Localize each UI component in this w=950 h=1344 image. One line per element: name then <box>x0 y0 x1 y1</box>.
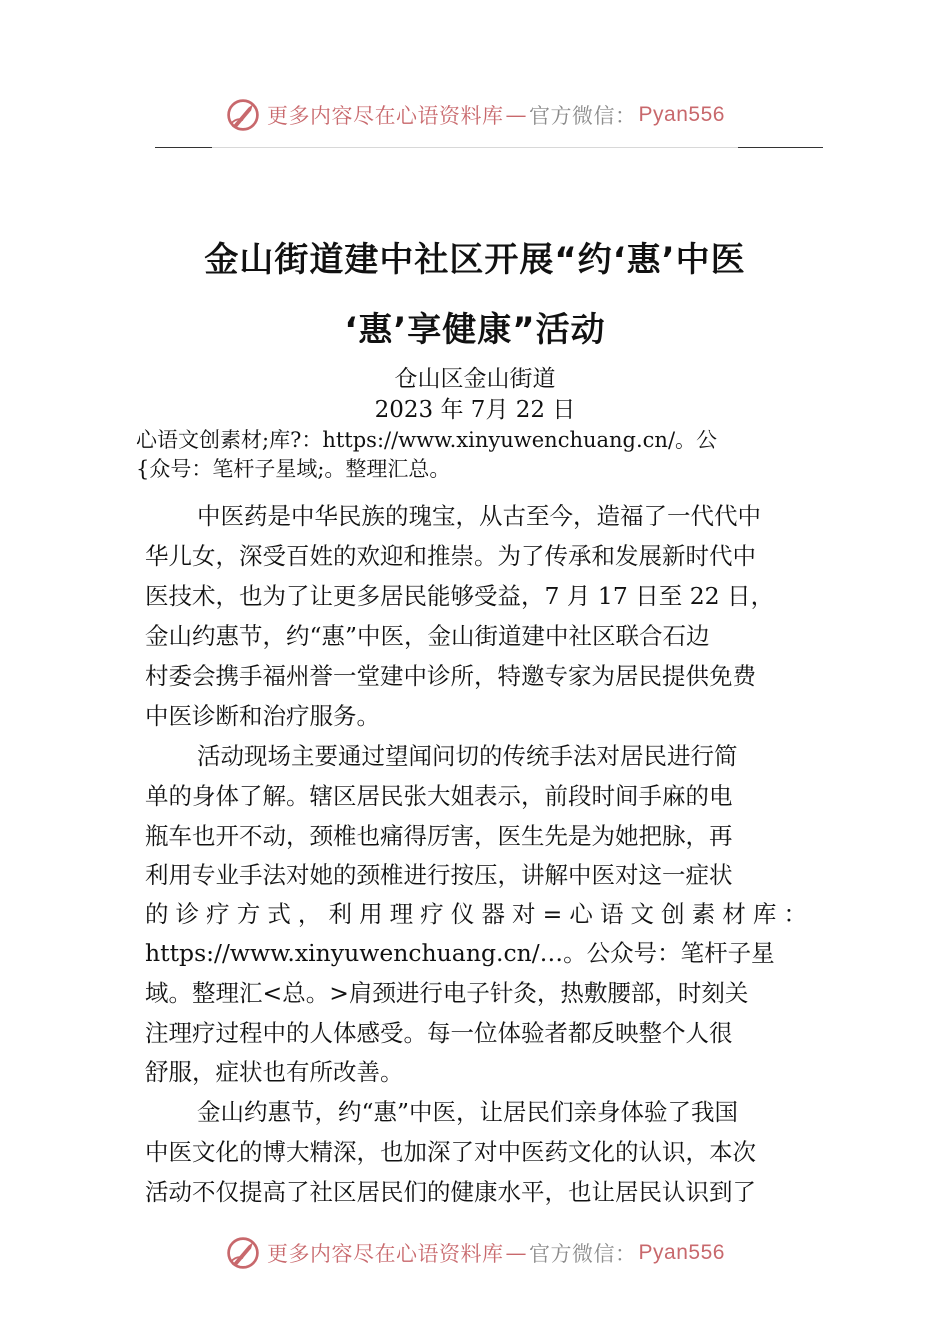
body-line: 中医诊断和治疗服务。 <box>145 702 380 730</box>
banner-wechat-id: Pyan556 <box>638 1241 725 1264</box>
banner-dash: — <box>505 1241 528 1265</box>
body-line: 的诊疗方式，利用理疗仪器对=心语文创素材库： <box>145 900 807 928</box>
banner-slogan: 更多内容尽在心语资料库 <box>267 1242 504 1266</box>
header-rule-left <box>155 147 212 148</box>
header-rule-middle <box>212 147 738 148</box>
banner-wechat-label: 官方微信： <box>529 1242 637 1266</box>
body-line: 域。整理汇<总。>肩颈进行电子针灸，热敷腰部，时刻关 <box>145 979 749 1007</box>
body-line: https://www.xinyuwenchuang.cn/…。公众号：笔杆子星 <box>145 939 775 967</box>
article-title-line-2: ‘惠’享健康”活动 <box>344 310 606 350</box>
article-date: 2023 年 7月 22 日 <box>374 397 576 423</box>
watermark-note-line-1: 心语文创素材;库?：https://www.xinyuwenchuang.cn/。公 <box>136 428 718 452</box>
body-line: 中医文化的博大精深，也加深了对中医药文化的认识，本次 <box>145 1138 756 1166</box>
body-line: 活动不仅提高了社区居民们的健康水平，也让居民认识到了 <box>145 1178 756 1206</box>
article-org: 仓山区金山街道 <box>394 366 556 392</box>
banner-wechat-label: 官方微信： <box>529 104 637 128</box>
banner-dash: — <box>505 103 528 127</box>
banner-wechat-id: Pyan556 <box>638 103 725 126</box>
header-rule-right <box>738 147 823 148</box>
body-line: 舒服，症状也有所改善。 <box>145 1058 404 1086</box>
watermark-note-line-2: {众号：笔杆子星域;。整理汇总。 <box>136 457 451 481</box>
body-line: 金山约惠节，约“惠”中医，让居民们亲身体验了我国 <box>197 1098 739 1126</box>
article-title-line-1: 金山街道建中社区开展“约‘惠’中医 <box>204 240 746 280</box>
body-line: 金山约惠节，约“惠”中医，金山街道建中社区联合石边 <box>145 622 710 650</box>
body-line: 瓶车也开不动，颈椎也痛得厉害，医生先是为她把脉，再 <box>145 822 733 850</box>
body-line: 活动现场主要通过望闻问切的传统手法对居民进行简 <box>197 742 738 770</box>
body-line: 注理疗过程中的人体感受。每一位体验者都反映整个人很 <box>145 1019 733 1047</box>
body-line: 村委会携手福州誉一堂建中诊所，特邀专家为居民提供免费 <box>145 662 756 690</box>
banner-slogan: 更多内容尽在心语资料库 <box>267 104 504 128</box>
footer-banner <box>0 1233 950 1273</box>
body-line: 利用专业手法对她的颈椎进行按压，讲解中医对这一症状 <box>145 861 733 889</box>
body-line: 医技术，也为了让更多居民能够受益，7 月 17 日至 22 日， <box>145 582 775 610</box>
body-line: 中医药是中华民族的瑰宝，从古至今，造福了一代代中 <box>197 502 761 530</box>
pen-nib-logo-icon <box>225 97 261 133</box>
pen-nib-logo-icon <box>225 1235 261 1271</box>
body-line: 单的身体了解。辖区居民张大姐表示，前段时间手麻的电 <box>145 782 733 810</box>
header-banner <box>0 95 950 135</box>
body-line: 华儿女，深受百姓的欢迎和推崇。为了传承和发展新时代中 <box>145 542 756 570</box>
